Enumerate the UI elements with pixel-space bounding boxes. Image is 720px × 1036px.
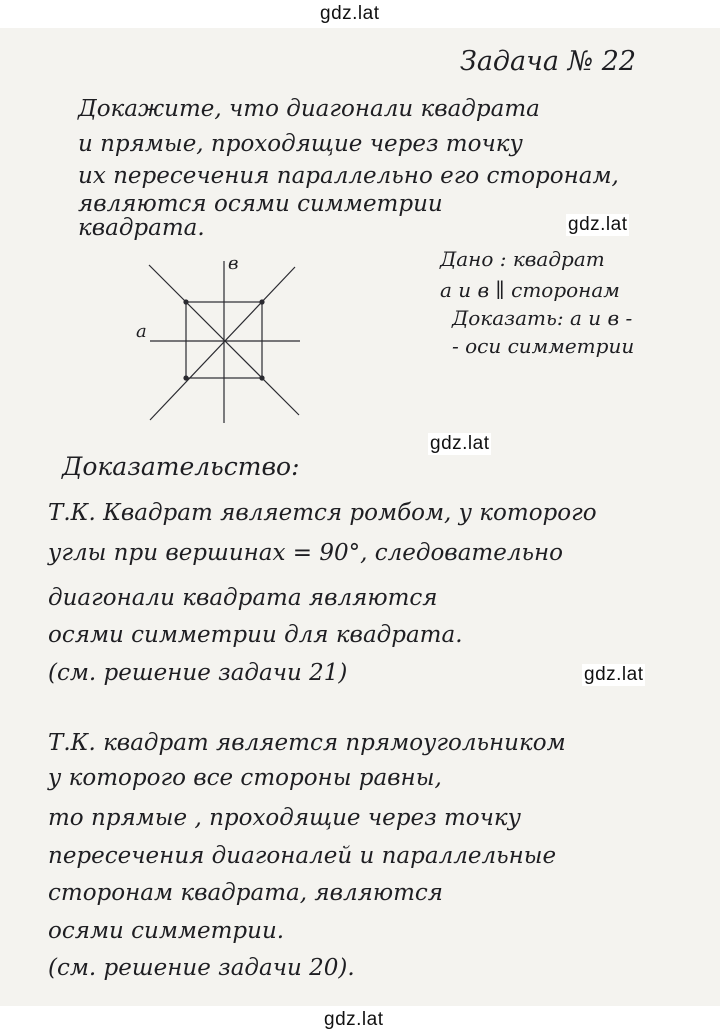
proof-line: у которого все стороны равны, <box>48 765 442 791</box>
given-line: Доказать: a и в - <box>452 306 633 330</box>
vertex-point <box>259 299 264 304</box>
proof-line: углы при вершинах = 90°, следовательно <box>48 540 563 566</box>
square-symmetry-figure <box>120 245 320 435</box>
watermark: gdz.lat <box>568 214 628 235</box>
proof-line: осями симметрии для квадрата. <box>48 622 463 648</box>
proof-line: то прямые , проходящие через точку <box>48 805 521 831</box>
proof-line: диагонали квадрата являются <box>48 585 438 611</box>
watermark: gdz.lat <box>430 433 490 454</box>
watermark: gdz.lat <box>584 664 644 685</box>
given-line: - оси симметрии <box>452 334 635 358</box>
proof-line: (см. решение задачи 20). <box>48 955 355 981</box>
vertex-point <box>183 375 188 380</box>
proof-title: Доказательство: <box>62 452 300 481</box>
vertex-point <box>259 375 264 380</box>
proof-line: пересечения диагоналей и параллельные <box>48 843 557 869</box>
proof-line: сторонам квадрата, являются <box>48 880 443 906</box>
watermark: gdz.lat <box>320 3 380 24</box>
problem-line: квадрата. <box>78 215 205 241</box>
proof-line: осями симметрии. <box>48 918 285 944</box>
given-line: a и в ∥ сторонам <box>440 278 620 302</box>
label-b: в <box>228 253 239 274</box>
proof-line: Т.К. Квадрат является ромбом, у которого <box>48 500 597 526</box>
watermark: gdz.lat <box>324 1009 384 1030</box>
problem-line: Докажите, что диагонали квадрата <box>78 96 540 122</box>
problem-line: их пересечения параллельно его сторонам, <box>78 163 619 189</box>
proof-line: (см. решение задачи 21) <box>48 660 348 686</box>
label-a: a <box>136 321 147 342</box>
given-line: Дано : квадрат <box>440 247 605 271</box>
vertex-point <box>183 299 188 304</box>
task-title: Задача № 22 <box>460 46 637 77</box>
proof-line: Т.К. квадрат является прямоугольником <box>48 730 566 756</box>
diagonal-line <box>150 267 295 420</box>
problem-line: и прямые, проходящие через точку <box>78 131 523 157</box>
problem-line: являются осями симметрии <box>78 191 443 217</box>
